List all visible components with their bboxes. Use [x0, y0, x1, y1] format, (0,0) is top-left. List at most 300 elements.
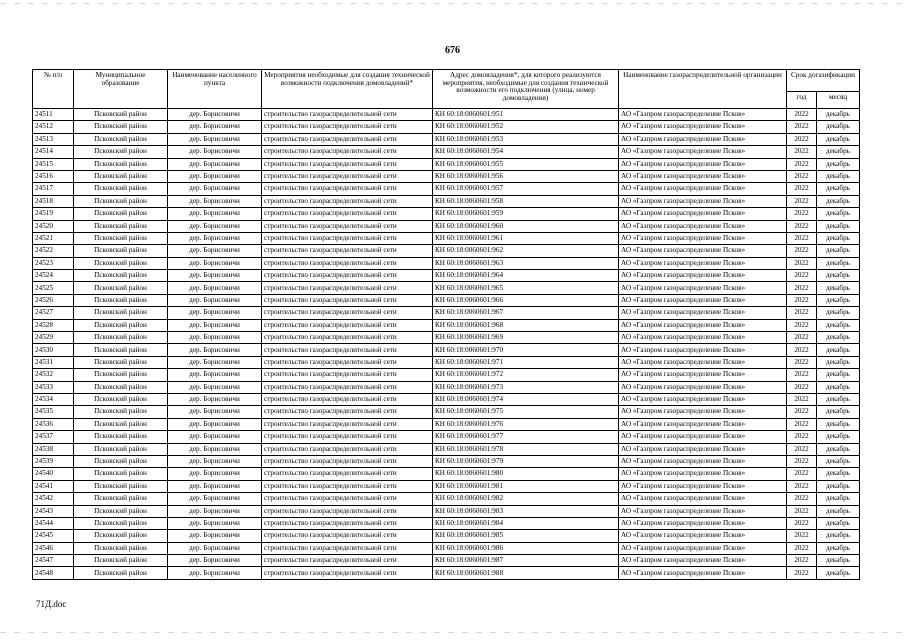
- row-activity: строительство газораспределительной сети: [262, 443, 433, 455]
- row-address: КН 60:18:0060601:969: [433, 332, 619, 344]
- row-number: 24516: [33, 170, 74, 182]
- row-number: 24548: [33, 567, 74, 579]
- document-filename: 71Д.doc: [36, 599, 67, 609]
- row-address: КН 60:18:0060601:986: [433, 542, 619, 554]
- row-municipality: Псковский район: [74, 146, 168, 158]
- row-number: 24534: [33, 393, 74, 405]
- row-number: 24520: [33, 220, 74, 232]
- row-municipality: Псковский район: [74, 493, 168, 505]
- row-municipality: Псковский район: [74, 393, 168, 405]
- row-year: 2022: [787, 121, 817, 133]
- row-number: 24547: [33, 555, 74, 567]
- table-row: [33, 282, 860, 294]
- row-address: КН 60:18:0060601:960: [433, 220, 619, 232]
- header-settlement: Наименование населенного пункта: [168, 70, 262, 109]
- table-row: [33, 406, 860, 418]
- row-settlement: дер. Борисовичи: [168, 270, 262, 282]
- row-number: 24512: [33, 121, 74, 133]
- row-address: КН 60:18:0060601:981: [433, 480, 619, 492]
- row-activity: строительство газораспределительной сети: [262, 369, 433, 381]
- row-address: КН 60:18:0060601:974: [433, 393, 619, 405]
- row-settlement: дер. Борисовичи: [168, 332, 262, 344]
- row-activity: строительство газораспределительной сети: [262, 282, 433, 294]
- row-address: КН 60:18:0060601:959: [433, 208, 619, 220]
- row-number: 24523: [33, 257, 74, 269]
- row-organization: АО «Газпром газораспределение Псков»: [619, 208, 787, 220]
- row-address: КН 60:18:0060601:979: [433, 455, 619, 467]
- row-municipality: Псковский район: [74, 530, 168, 542]
- row-activity: строительство газораспределительной сети: [262, 170, 433, 182]
- header-num: № п/п: [33, 70, 74, 109]
- row-address: КН 60:18:0060601:985: [433, 530, 619, 542]
- row-number: 24519: [33, 208, 74, 220]
- row-year: 2022: [787, 257, 817, 269]
- row-month: декабрь: [817, 517, 860, 529]
- row-settlement: дер. Борисовичи: [168, 443, 262, 455]
- row-number: 24515: [33, 158, 74, 170]
- row-activity: строительство газораспределительной сети: [262, 480, 433, 492]
- row-activity: строительство газораспределительной сети: [262, 505, 433, 517]
- row-number: 24524: [33, 270, 74, 282]
- row-activity: строительство газораспределительной сети: [262, 257, 433, 269]
- row-municipality: Псковский район: [74, 319, 168, 331]
- table-row: [33, 381, 860, 393]
- row-year: 2022: [787, 133, 817, 145]
- row-municipality: Псковский район: [74, 270, 168, 282]
- row-number: 24517: [33, 183, 74, 195]
- row-month: декабрь: [817, 344, 860, 356]
- row-municipality: Псковский район: [74, 517, 168, 529]
- row-number: 24532: [33, 369, 74, 381]
- table-row: [33, 146, 860, 158]
- row-organization: АО «Газпром газораспределение Псков»: [619, 332, 787, 344]
- row-year: 2022: [787, 270, 817, 282]
- table-row: [33, 505, 860, 517]
- table-row: [33, 418, 860, 430]
- row-month: декабрь: [817, 257, 860, 269]
- row-settlement: дер. Борисовичи: [168, 406, 262, 418]
- row-organization: АО «Газпром газораспределение Псков»: [619, 344, 787, 356]
- row-activity: строительство газораспределительной сети: [262, 393, 433, 405]
- row-municipality: Псковский район: [74, 542, 168, 554]
- row-month: декабрь: [817, 455, 860, 467]
- row-organization: АО «Газпром газораспределение Псков»: [619, 270, 787, 282]
- row-activity: строительство газораспределительной сети: [262, 146, 433, 158]
- row-settlement: дер. Борисовичи: [168, 158, 262, 170]
- row-month: декабрь: [817, 307, 860, 319]
- row-month: декабрь: [817, 220, 860, 232]
- table-row: [33, 245, 860, 257]
- row-address: КН 60:18:0060601:964: [433, 270, 619, 282]
- row-year: 2022: [787, 418, 817, 430]
- row-month: декабрь: [817, 356, 860, 368]
- row-settlement: дер. Борисовичи: [168, 133, 262, 145]
- row-activity: строительство газораспределительной сети: [262, 530, 433, 542]
- table-row: [33, 356, 860, 368]
- row-settlement: дер. Борисовичи: [168, 208, 262, 220]
- row-activity: строительство газораспределительной сети: [262, 158, 433, 170]
- row-settlement: дер. Борисовичи: [168, 109, 262, 121]
- row-month: декабрь: [817, 555, 860, 567]
- row-year: 2022: [787, 431, 817, 443]
- table-row: [33, 220, 860, 232]
- table-row: [33, 468, 860, 480]
- table-row: [33, 158, 860, 170]
- row-municipality: Псковский район: [74, 418, 168, 430]
- row-year: 2022: [787, 245, 817, 257]
- row-number: 24522: [33, 245, 74, 257]
- row-settlement: дер. Борисовичи: [168, 369, 262, 381]
- header-activities: Мероприятия необходимые для создания технической возможности подключения домовладений*: [262, 70, 433, 109]
- row-municipality: Псковский район: [74, 282, 168, 294]
- table-row: [33, 443, 860, 455]
- table-row: [33, 270, 860, 282]
- row-number: 24545: [33, 530, 74, 542]
- row-address: КН 60:18:0060601:965: [433, 282, 619, 294]
- row-year: 2022: [787, 356, 817, 368]
- row-year: 2022: [787, 170, 817, 182]
- row-organization: АО «Газпром газораспределение Псков»: [619, 517, 787, 529]
- row-municipality: Псковский район: [74, 567, 168, 579]
- row-year: 2022: [787, 332, 817, 344]
- row-address: КН 60:18:0060601:968: [433, 319, 619, 331]
- row-number: 24546: [33, 542, 74, 554]
- row-organization: АО «Газпром газораспределение Псков»: [619, 146, 787, 158]
- row-address: КН 60:18:0060601:956: [433, 170, 619, 182]
- row-number: 24514: [33, 146, 74, 158]
- row-organization: АО «Газпром газораспределение Псков»: [619, 555, 787, 567]
- row-address: КН 60:18:0060601:983: [433, 505, 619, 517]
- row-number: 24543: [33, 505, 74, 517]
- row-municipality: Псковский район: [74, 344, 168, 356]
- row-year: 2022: [787, 183, 817, 195]
- row-month: декабрь: [817, 542, 860, 554]
- row-number: 24525: [33, 282, 74, 294]
- row-activity: строительство газораспределительной сети: [262, 468, 433, 480]
- row-address: КН 60:18:0060601:962: [433, 245, 619, 257]
- row-municipality: Псковский район: [74, 220, 168, 232]
- row-municipality: Псковский район: [74, 468, 168, 480]
- row-organization: АО «Газпром газораспределение Псков»: [619, 431, 787, 443]
- row-municipality: Псковский район: [74, 480, 168, 492]
- row-organization: АО «Газпром газораспределение Псков»: [619, 418, 787, 430]
- row-activity: строительство газораспределительной сети: [262, 121, 433, 133]
- row-settlement: дер. Борисовичи: [168, 282, 262, 294]
- row-address: КН 60:18:0060601:953: [433, 133, 619, 145]
- row-organization: АО «Газпром газораспределение Псков»: [619, 493, 787, 505]
- row-settlement: дер. Борисовичи: [168, 493, 262, 505]
- row-address: КН 60:18:0060601:957: [433, 183, 619, 195]
- row-settlement: дер. Борисовичи: [168, 393, 262, 405]
- row-month: декабрь: [817, 158, 860, 170]
- row-year: 2022: [787, 109, 817, 121]
- row-activity: строительство газораспределительной сети: [262, 542, 433, 554]
- row-activity: строительство газораспределительной сети: [262, 270, 433, 282]
- row-municipality: Псковский район: [74, 245, 168, 257]
- row-month: декабрь: [817, 183, 860, 195]
- row-year: 2022: [787, 344, 817, 356]
- row-settlement: дер. Борисовичи: [168, 232, 262, 244]
- header-address: Адрес домовладения*, для которого реализуются мероприятия, необходимые для создания технической возможности его подключения (улица, номер домовладения): [433, 70, 619, 109]
- row-activity: строительство газораспределительной сети: [262, 381, 433, 393]
- row-number: 24526: [33, 294, 74, 306]
- row-settlement: дер. Борисовичи: [168, 121, 262, 133]
- row-number: 24539: [33, 455, 74, 467]
- row-organization: АО «Газпром газораспределение Псков»: [619, 121, 787, 133]
- table-row: [33, 455, 860, 467]
- table-row: [33, 493, 860, 505]
- row-organization: АО «Газпром газораспределение Псков»: [619, 443, 787, 455]
- row-address: КН 60:18:0060601:954: [433, 146, 619, 158]
- row-municipality: Псковский район: [74, 158, 168, 170]
- table-row: [33, 517, 860, 529]
- row-organization: АО «Газпром газораспределение Псков»: [619, 381, 787, 393]
- table-row: [33, 431, 860, 443]
- row-month: декабрь: [817, 146, 860, 158]
- row-activity: строительство газораспределительной сети: [262, 294, 433, 306]
- row-month: декабрь: [817, 443, 860, 455]
- row-municipality: Псковский район: [74, 369, 168, 381]
- row-organization: АО «Газпром газораспределение Псков»: [619, 480, 787, 492]
- table-row: [33, 183, 860, 195]
- row-number: 24528: [33, 319, 74, 331]
- row-month: декабрь: [817, 109, 860, 121]
- row-municipality: Псковский район: [74, 332, 168, 344]
- row-year: 2022: [787, 319, 817, 331]
- row-activity: строительство газораспределительной сети: [262, 245, 433, 257]
- table-row: [33, 307, 860, 319]
- row-activity: строительство газораспределительной сети: [262, 195, 433, 207]
- row-year: 2022: [787, 468, 817, 480]
- row-organization: АО «Газпром газораспределение Псков»: [619, 542, 787, 554]
- row-settlement: дер. Борисовичи: [168, 431, 262, 443]
- scan-artifact-top: [0, 3, 905, 4]
- row-number: 24541: [33, 480, 74, 492]
- row-number: 24538: [33, 443, 74, 455]
- row-year: 2022: [787, 530, 817, 542]
- row-address: КН 60:18:0060601:988: [433, 567, 619, 579]
- row-address: КН 60:18:0060601:967: [433, 307, 619, 319]
- row-number: 24531: [33, 356, 74, 368]
- row-organization: АО «Газпром газораспределение Псков»: [619, 158, 787, 170]
- row-number: 24511: [33, 109, 74, 121]
- row-month: декабрь: [817, 232, 860, 244]
- row-activity: строительство газораспределительной сети: [262, 183, 433, 195]
- row-number: 24542: [33, 493, 74, 505]
- row-municipality: Псковский район: [74, 307, 168, 319]
- row-organization: АО «Газпром газораспределение Псков»: [619, 109, 787, 121]
- row-year: 2022: [787, 406, 817, 418]
- row-municipality: Псковский район: [74, 455, 168, 467]
- table-row: [33, 319, 860, 331]
- row-address: КН 60:18:0060601:972: [433, 369, 619, 381]
- row-activity: строительство газораспределительной сети: [262, 418, 433, 430]
- row-year: 2022: [787, 455, 817, 467]
- row-year: 2022: [787, 146, 817, 158]
- row-year: 2022: [787, 393, 817, 405]
- row-address: КН 60:18:0060601:982: [433, 493, 619, 505]
- row-organization: АО «Газпром газораспределение Псков»: [619, 257, 787, 269]
- row-organization: АО «Газпром газораспределение Псков»: [619, 356, 787, 368]
- header-deadline: Срок догазификации: [787, 70, 860, 92]
- row-address: КН 60:18:0060601:978: [433, 443, 619, 455]
- row-settlement: дер. Борисовичи: [168, 319, 262, 331]
- row-number: 24521: [33, 232, 74, 244]
- table-row: [33, 542, 860, 554]
- header-month: месяц: [817, 92, 860, 109]
- row-activity: строительство газораспределительной сети: [262, 332, 433, 344]
- row-settlement: дер. Борисовичи: [168, 530, 262, 542]
- row-settlement: дер. Борисовичи: [168, 356, 262, 368]
- row-month: декабрь: [817, 133, 860, 145]
- row-municipality: Псковский район: [74, 431, 168, 443]
- row-settlement: дер. Борисовичи: [168, 146, 262, 158]
- row-settlement: дер. Борисовичи: [168, 257, 262, 269]
- table-row: [33, 332, 860, 344]
- row-activity: строительство газораспределительной сети: [262, 344, 433, 356]
- row-activity: строительство газораспределительной сети: [262, 133, 433, 145]
- row-month: декабрь: [817, 294, 860, 306]
- row-activity: строительство газораспределительной сети: [262, 493, 433, 505]
- row-number: 24540: [33, 468, 74, 480]
- table-row: [33, 133, 860, 145]
- row-month: декабрь: [817, 418, 860, 430]
- row-settlement: дер. Борисовичи: [168, 455, 262, 467]
- table-row: [33, 294, 860, 306]
- row-organization: АО «Газпром газораспределение Псков»: [619, 530, 787, 542]
- row-activity: строительство газораспределительной сети: [262, 109, 433, 121]
- row-settlement: дер. Борисовичи: [168, 183, 262, 195]
- row-municipality: Псковский район: [74, 232, 168, 244]
- row-organization: АО «Газпром газораспределение Псков»: [619, 183, 787, 195]
- row-municipality: Псковский район: [74, 257, 168, 269]
- row-address: КН 60:18:0060601:951: [433, 109, 619, 121]
- row-settlement: дер. Борисовичи: [168, 170, 262, 182]
- row-organization: АО «Газпром газораспределение Псков»: [619, 307, 787, 319]
- row-month: декабрь: [817, 406, 860, 418]
- row-address: КН 60:18:0060601:958: [433, 195, 619, 207]
- row-number: 24530: [33, 344, 74, 356]
- row-organization: АО «Газпром газораспределение Псков»: [619, 170, 787, 182]
- row-organization: АО «Газпром газораспределение Псков»: [619, 406, 787, 418]
- row-month: декабрь: [817, 270, 860, 282]
- row-municipality: Псковский район: [74, 381, 168, 393]
- row-number: 24544: [33, 517, 74, 529]
- row-activity: строительство газораспределительной сети: [262, 208, 433, 220]
- row-settlement: дер. Борисовичи: [168, 567, 262, 579]
- row-settlement: дер. Борисовичи: [168, 220, 262, 232]
- table-row: [33, 344, 860, 356]
- row-address: КН 60:18:0060601:976: [433, 418, 619, 430]
- row-settlement: дер. Борисовичи: [168, 307, 262, 319]
- row-number: 24533: [33, 381, 74, 393]
- row-month: декабрь: [817, 170, 860, 182]
- row-month: декабрь: [817, 468, 860, 480]
- row-year: 2022: [787, 232, 817, 244]
- row-year: 2022: [787, 282, 817, 294]
- row-year: 2022: [787, 480, 817, 492]
- row-year: 2022: [787, 158, 817, 170]
- row-organization: АО «Газпром газораспределение Псков»: [619, 319, 787, 331]
- row-activity: строительство газораспределительной сети: [262, 307, 433, 319]
- row-month: декабрь: [817, 431, 860, 443]
- row-organization: АО «Газпром газораспределение Псков»: [619, 245, 787, 257]
- row-settlement: дер. Борисовичи: [168, 480, 262, 492]
- row-settlement: дер. Борисовичи: [168, 195, 262, 207]
- row-settlement: дер. Борисовичи: [168, 418, 262, 430]
- row-activity: строительство газораспределительной сети: [262, 406, 433, 418]
- row-year: 2022: [787, 381, 817, 393]
- row-address: КН 60:18:0060601:987: [433, 555, 619, 567]
- row-organization: АО «Газпром газораспределение Псков»: [619, 393, 787, 405]
- row-settlement: дер. Борисовичи: [168, 344, 262, 356]
- row-organization: АО «Газпром газораспределение Псков»: [619, 232, 787, 244]
- row-activity: строительство газораспределительной сети: [262, 517, 433, 529]
- row-activity: строительство газораспределительной сети: [262, 455, 433, 467]
- row-address: КН 60:18:0060601:970: [433, 344, 619, 356]
- table-body: [33, 109, 860, 580]
- row-year: 2022: [787, 567, 817, 579]
- row-year: 2022: [787, 493, 817, 505]
- row-month: декабрь: [817, 505, 860, 517]
- row-activity: строительство газораспределительной сети: [262, 356, 433, 368]
- row-month: декабрь: [817, 369, 860, 381]
- row-municipality: Псковский район: [74, 183, 168, 195]
- header-year: год: [787, 92, 817, 109]
- row-month: декабрь: [817, 493, 860, 505]
- row-number: 24536: [33, 418, 74, 430]
- row-organization: АО «Газпром газораспределение Псков»: [619, 195, 787, 207]
- table-row: [33, 567, 860, 579]
- row-settlement: дер. Борисовичи: [168, 294, 262, 306]
- table-row: [33, 170, 860, 182]
- row-month: декабрь: [817, 480, 860, 492]
- row-month: декабрь: [817, 381, 860, 393]
- row-number: 24529: [33, 332, 74, 344]
- row-organization: АО «Газпром газораспределение Псков»: [619, 468, 787, 480]
- row-activity: строительство газораспределительной сети: [262, 567, 433, 579]
- row-year: 2022: [787, 505, 817, 517]
- row-year: 2022: [787, 208, 817, 220]
- row-activity: строительство газораспределительной сети: [262, 431, 433, 443]
- row-municipality: Псковский район: [74, 356, 168, 368]
- row-municipality: Псковский район: [74, 170, 168, 182]
- row-address: КН 60:18:0060601:961: [433, 232, 619, 244]
- row-month: декабрь: [817, 393, 860, 405]
- row-municipality: Псковский район: [74, 505, 168, 517]
- row-month: декабрь: [817, 121, 860, 133]
- row-month: декабрь: [817, 332, 860, 344]
- row-month: декабрь: [817, 319, 860, 331]
- row-month: декабрь: [817, 567, 860, 579]
- row-year: 2022: [787, 294, 817, 306]
- row-municipality: Псковский район: [74, 294, 168, 306]
- table-row: [33, 393, 860, 405]
- row-address: КН 60:18:0060601:977: [433, 431, 619, 443]
- table-row: [33, 530, 860, 542]
- row-organization: АО «Газпром газораспределение Псков»: [619, 282, 787, 294]
- row-settlement: дер. Борисовичи: [168, 381, 262, 393]
- row-organization: АО «Газпром газораспределение Псков»: [619, 294, 787, 306]
- table-row: [33, 195, 860, 207]
- row-municipality: Псковский район: [74, 109, 168, 121]
- row-organization: АО «Газпром газораспределение Псков»: [619, 220, 787, 232]
- row-address: КН 60:18:0060601:975: [433, 406, 619, 418]
- row-municipality: Псковский район: [74, 443, 168, 455]
- row-number: 24535: [33, 406, 74, 418]
- row-number: 24513: [33, 133, 74, 145]
- row-municipality: Псковский район: [74, 555, 168, 567]
